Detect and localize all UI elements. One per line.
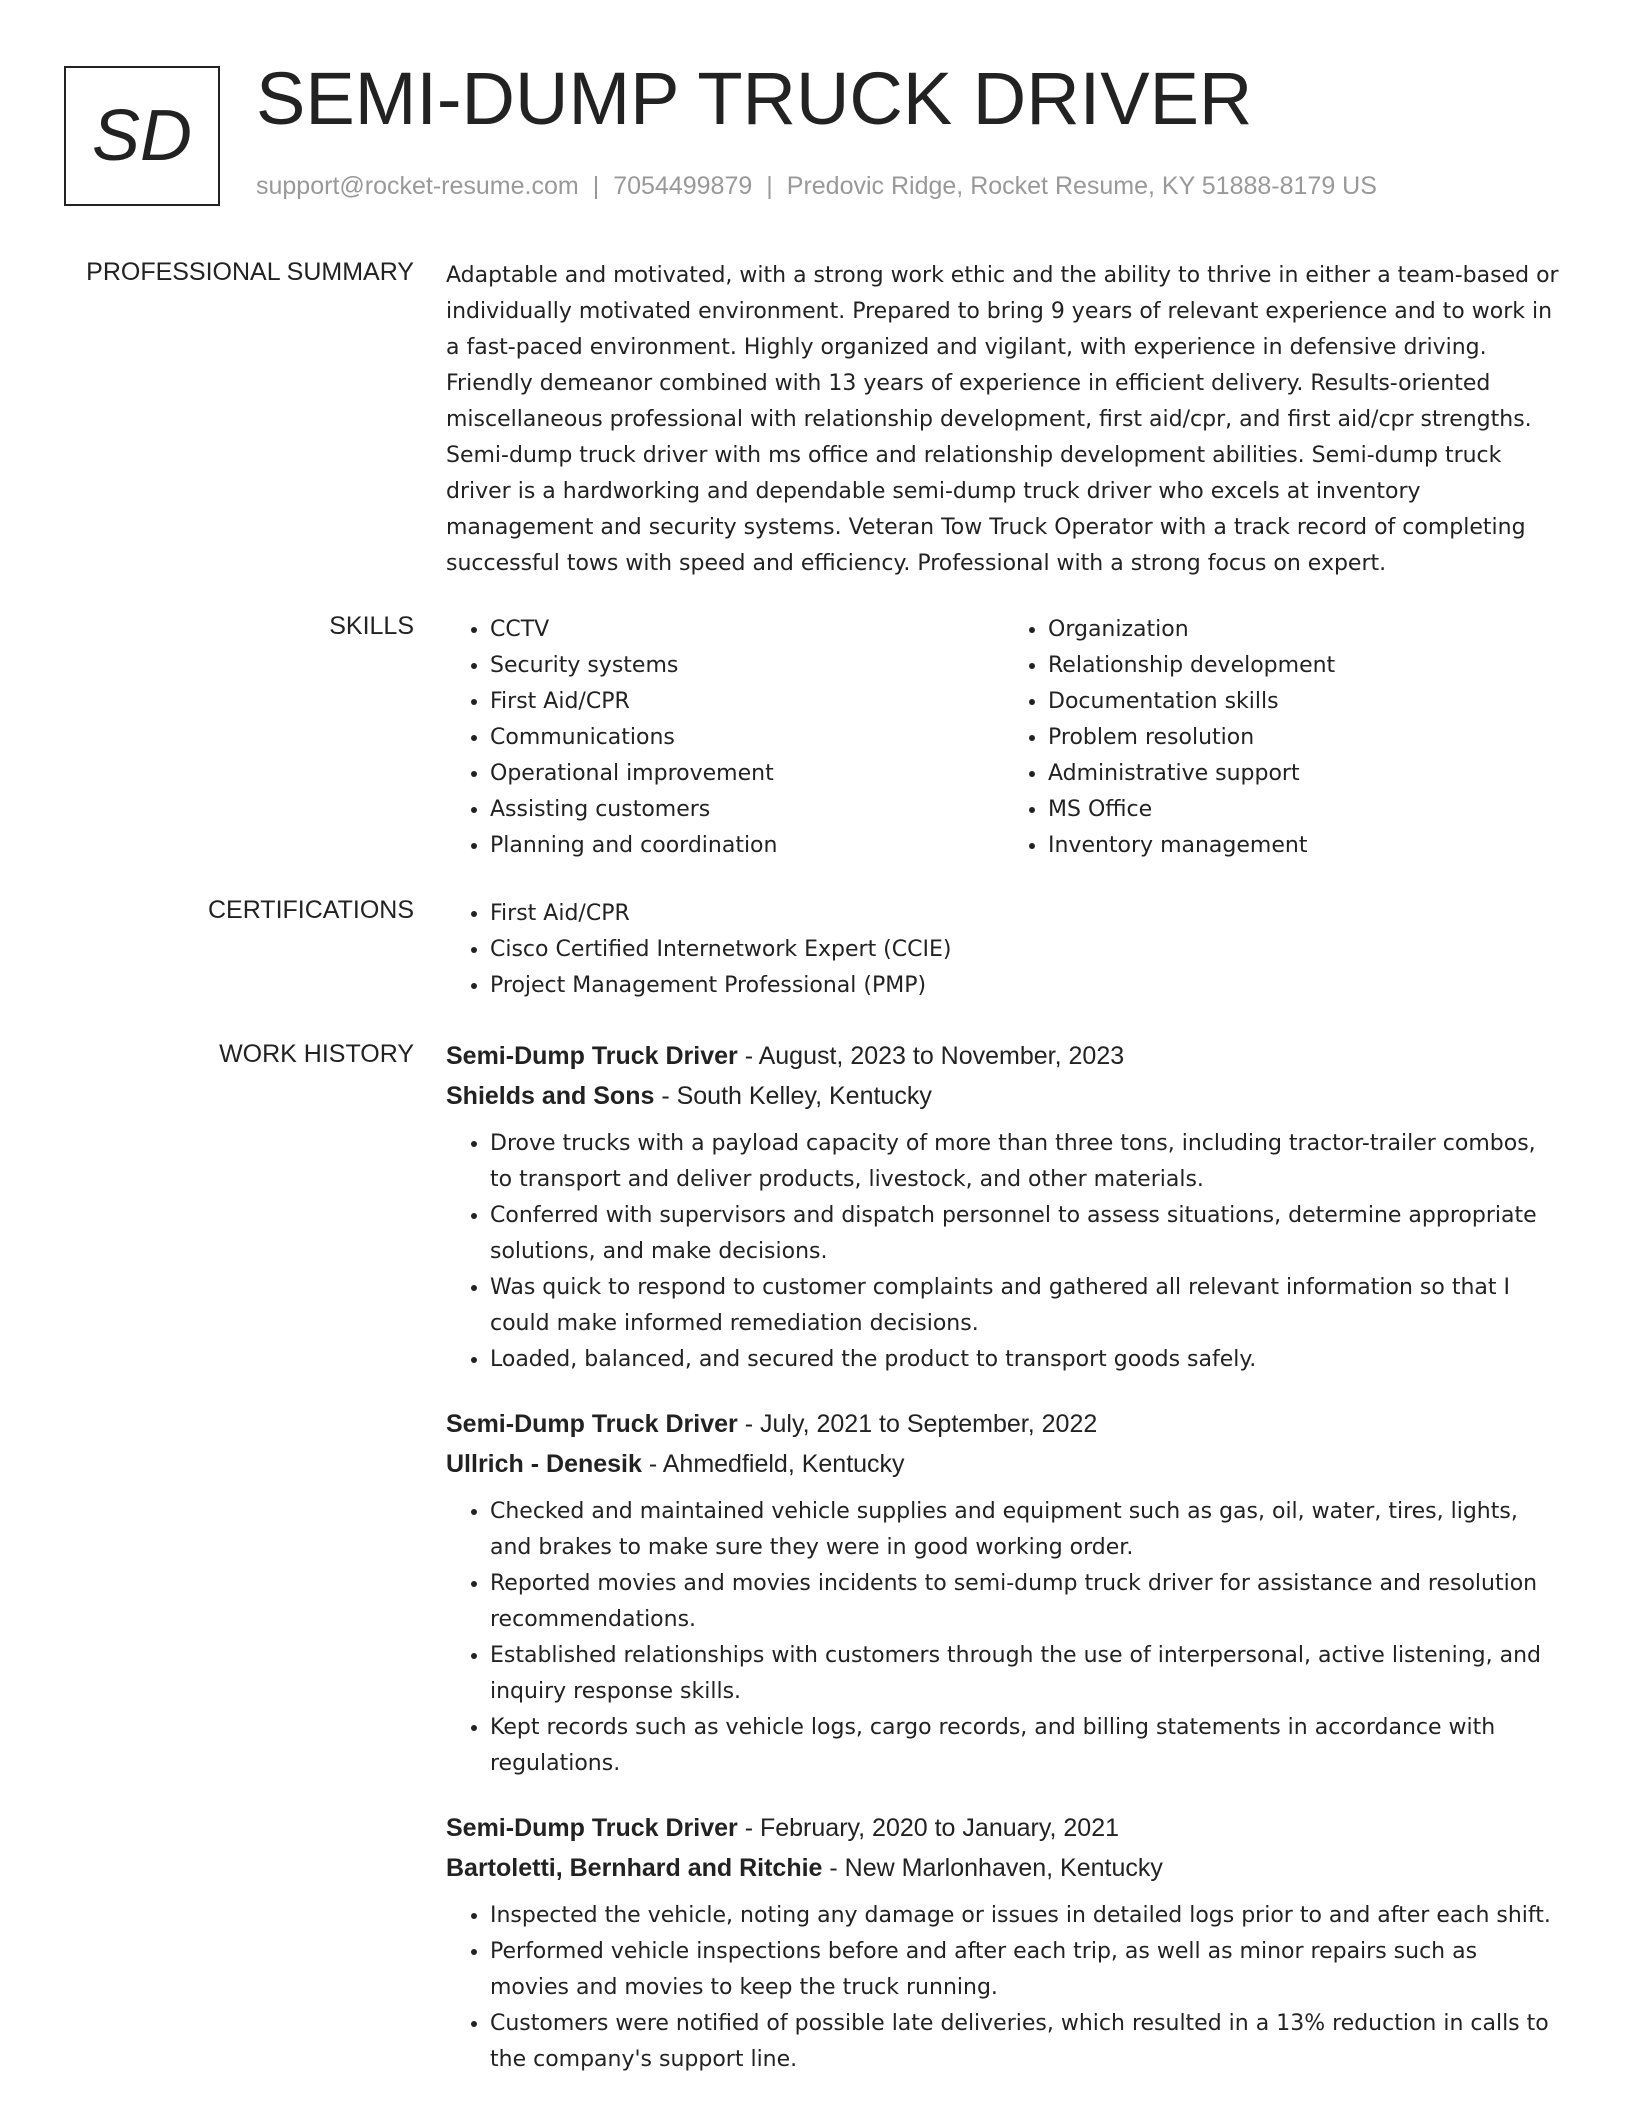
job-company: Bartoletti, Bernhard and Ritchie bbox=[446, 1854, 823, 1882]
job-location: - Ahmedfield, Kentucky bbox=[641, 1450, 905, 1478]
job-title: Semi-Dump Truck Driver bbox=[446, 1814, 738, 1842]
job-title: Semi-Dump Truck Driver bbox=[446, 1042, 738, 1070]
job-bullet: • Checked and maintained vehicle supplies and equipment such as gas, oil, water, tires, lights, and brakes to make sure they were in good working order. bbox=[490, 1494, 1562, 1566]
contact-line bbox=[256, 172, 1377, 201]
job-entry bbox=[446, 1808, 1562, 2078]
certifications-list bbox=[446, 896, 1562, 1004]
contact-address: Predovic Ridge, Rocket Resume, KY 51888-8179 US bbox=[786, 172, 1377, 200]
monogram-badge: SD bbox=[64, 66, 220, 206]
job-bullets bbox=[446, 1898, 1562, 2078]
skill-item: • Security systems bbox=[490, 648, 1004, 684]
skill-item: • Administrative support bbox=[1048, 756, 1562, 792]
certification-item: • First Aid/CPR bbox=[490, 896, 1562, 932]
page-title: SEMI-DUMP TRUCK DRIVER bbox=[256, 57, 1253, 140]
skill-item: • CCTV bbox=[490, 612, 1004, 648]
skill-item: • Relationship development bbox=[1048, 648, 1562, 684]
certifications-content bbox=[446, 896, 1562, 1004]
job-bullet: • Was quick to respond to customer complaints and gathered all relevant information so that I could make informed remediation decisions. bbox=[490, 1270, 1562, 1342]
skills-grid bbox=[446, 612, 1562, 864]
job-title: Semi-Dump Truck Driver bbox=[446, 1410, 738, 1438]
skill-item: • Operational improvement bbox=[490, 756, 1004, 792]
summary-content bbox=[446, 258, 1562, 582]
skills-list-right bbox=[1004, 612, 1562, 864]
skill-item: • Documentation skills bbox=[1048, 684, 1562, 720]
job-title-line bbox=[446, 1404, 1562, 1444]
certification-item: • Cisco Certified Internetwork Expert (CCIE) bbox=[490, 932, 1562, 968]
job-company: Shields and Sons bbox=[446, 1082, 655, 1110]
job-entry bbox=[446, 1036, 1562, 1378]
job-bullet: • Kept records such as vehicle logs, cargo records, and billing statements in accordance with regulations. bbox=[490, 1710, 1562, 1782]
skills-list-left bbox=[446, 612, 1004, 864]
skill-item: • Problem resolution bbox=[1048, 720, 1562, 756]
job-bullet: • Customers were notified of possible late deliveries, which resulted in a 13% reduction in calls to the company's support line. bbox=[490, 2006, 1562, 2078]
job-dates: - February, 2020 to January, 2021 bbox=[737, 1814, 1120, 1842]
certification-item: • Project Management Professional (PMP) bbox=[490, 968, 1562, 1004]
job-company-line bbox=[446, 1444, 1562, 1484]
job-location: - New Marlonhaven, Kentucky bbox=[822, 1854, 1163, 1882]
contact-email[interactable]: support@rocket-resume.com bbox=[256, 172, 579, 200]
skill-item: • MS Office bbox=[1048, 792, 1562, 828]
job-bullet: • Performed vehicle inspections before and after each trip, as well as minor repairs such as movies and movies to keep the truck running. bbox=[490, 1934, 1562, 2006]
summary-text: Adaptable and motivated, with a strong work ethic and the ability to thrive in either a team-based or individually motivated environment. Prepared to bring 9 years of relevant experience and to work in a fast-paced environment. Highly organized and vigilant, with experience in defensive driving. Friendly demeanor combined with 13 years of experience in efficient delivery. Results-oriented miscellaneous professional with relationship development, first aid/cpr, and first aid/cpr strengths. Semi-dump truck driver with ms office and relationship development abilities. Semi-dump truck driver is a hardworking and dependable semi-dump truck driver who excels at inventory management and security systems. Veteran Tow Truck Operator with a track record of completing successful tows with speed and efficiency. Professional with a strong focus on expert. bbox=[446, 263, 1559, 576]
job-entry bbox=[446, 1404, 1562, 1782]
skill-item: • Assisting customers bbox=[490, 792, 1004, 828]
skill-item: • Communications bbox=[490, 720, 1004, 756]
summary-heading: PROFESSIONAL SUMMARY bbox=[86, 258, 414, 286]
job-bullets bbox=[446, 1126, 1562, 1378]
job-title-line bbox=[446, 1036, 1562, 1076]
skill-item: • First Aid/CPR bbox=[490, 684, 1004, 720]
job-bullet: • Drove trucks with a payload capacity of more than three tons, including tractor-trailer combos, to transport and deliver products, livestock, and other materials. bbox=[490, 1126, 1562, 1198]
work-history-content bbox=[446, 1036, 1562, 2104]
job-company-line bbox=[446, 1848, 1562, 1888]
job-bullets bbox=[446, 1494, 1562, 1782]
job-bullet: • Established relationships with customers through the use of interpersonal, active listening, and inquiry response skills. bbox=[490, 1638, 1562, 1710]
job-company-line bbox=[446, 1076, 1562, 1116]
job-title-line bbox=[446, 1808, 1562, 1848]
job-dates: - August, 2023 to November, 2023 bbox=[737, 1042, 1125, 1070]
job-bullet: • Conferred with supervisors and dispatch personnel to assess situations, determine appropriate solutions, and make decisions. bbox=[490, 1198, 1562, 1270]
job-company: Ullrich - Denesik bbox=[446, 1450, 642, 1478]
work-history-heading: WORK HISTORY bbox=[219, 1040, 414, 1068]
job-bullet: • Loaded, balanced, and secured the product to transport goods safely. bbox=[490, 1342, 1562, 1378]
job-location: - South Kelley, Kentucky bbox=[654, 1082, 932, 1110]
job-bullet: • Inspected the vehicle, noting any damage or issues in detailed logs prior to and after each shift. bbox=[490, 1898, 1562, 1934]
skills-content bbox=[446, 612, 1562, 864]
skill-item: • Inventory management bbox=[1048, 828, 1562, 864]
job-dates: - July, 2021 to September, 2022 bbox=[737, 1410, 1098, 1438]
job-bullet: • Reported movies and movies incidents to semi-dump truck driver for assistance and resolution recommendations. bbox=[490, 1566, 1562, 1638]
skill-item: • Organization bbox=[1048, 612, 1562, 648]
skills-heading: SKILLS bbox=[329, 612, 414, 640]
skill-item: • Planning and coordination bbox=[490, 828, 1004, 864]
contact-separator: | bbox=[592, 172, 600, 200]
contact-separator: | bbox=[766, 172, 773, 200]
contact-phone[interactable]: 7054499879 bbox=[613, 172, 753, 200]
certifications-heading: CERTIFICATIONS bbox=[207, 896, 414, 924]
